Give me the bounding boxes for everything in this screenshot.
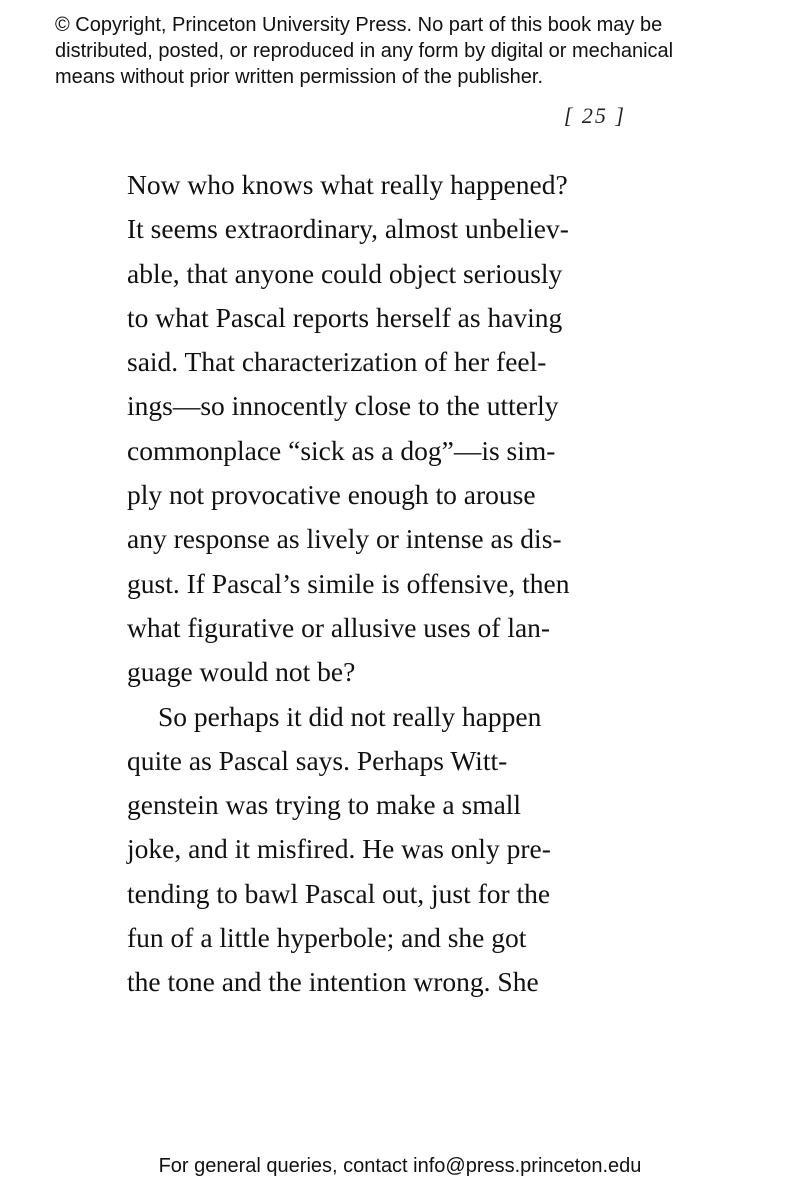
text-line: Now who knows what really happened? xyxy=(127,169,568,200)
copyright-line: © Copyright, Princeton University Press. No part of this book may be xyxy=(55,14,663,36)
text-line: ply not provocative enough to arouse xyxy=(127,479,536,511)
text-line: quite as Pascal says. Perhaps Witt- xyxy=(127,744,508,776)
text-line: joke, and it misfired. He was only pre- xyxy=(127,833,551,865)
text-line: what figurative or allusive uses of lan- xyxy=(127,611,551,643)
text-line: It seems extraordinary, almost unbeliev- xyxy=(127,213,569,245)
text-line: gust. If Pascal’s simile is offensive, then xyxy=(127,567,570,599)
text-line: to what Pascal reports herself as having xyxy=(127,301,563,333)
footer-contact: For general queries, contact info@press.princeton.edu xyxy=(158,1155,642,1177)
text-line: ings—so innocently close to the utterly xyxy=(127,390,559,422)
text-line: tending to bawl Pascal out, just for the xyxy=(127,877,551,909)
text-line: fun of a little hyperbole; and she got xyxy=(127,922,527,954)
text-line: genstein was trying to make a small xyxy=(127,789,522,821)
body-text xyxy=(127,163,667,1005)
copyright-notice xyxy=(55,12,775,90)
text-line: the tone and the intention wrong. She xyxy=(127,966,539,998)
text-line: any response as lively or intense as dis- xyxy=(127,523,562,555)
text-line: commonplace “sick as a dog”—is sim- xyxy=(127,434,556,466)
copyright-line: distributed, posted, or reproduced in any form by digital or mechanical xyxy=(55,40,674,62)
copyright-line: means without prior written permission of the publisher. xyxy=(55,66,544,88)
text-line: able, that anyone could object seriously xyxy=(127,257,563,289)
text-line: guage would not be? xyxy=(127,656,356,688)
text-line-paragraph-start: So perhaps it did not really happen xyxy=(158,700,542,732)
text-line: said. That characterization of her feel- xyxy=(127,346,547,378)
page-number: [ 25 ] xyxy=(563,103,626,128)
